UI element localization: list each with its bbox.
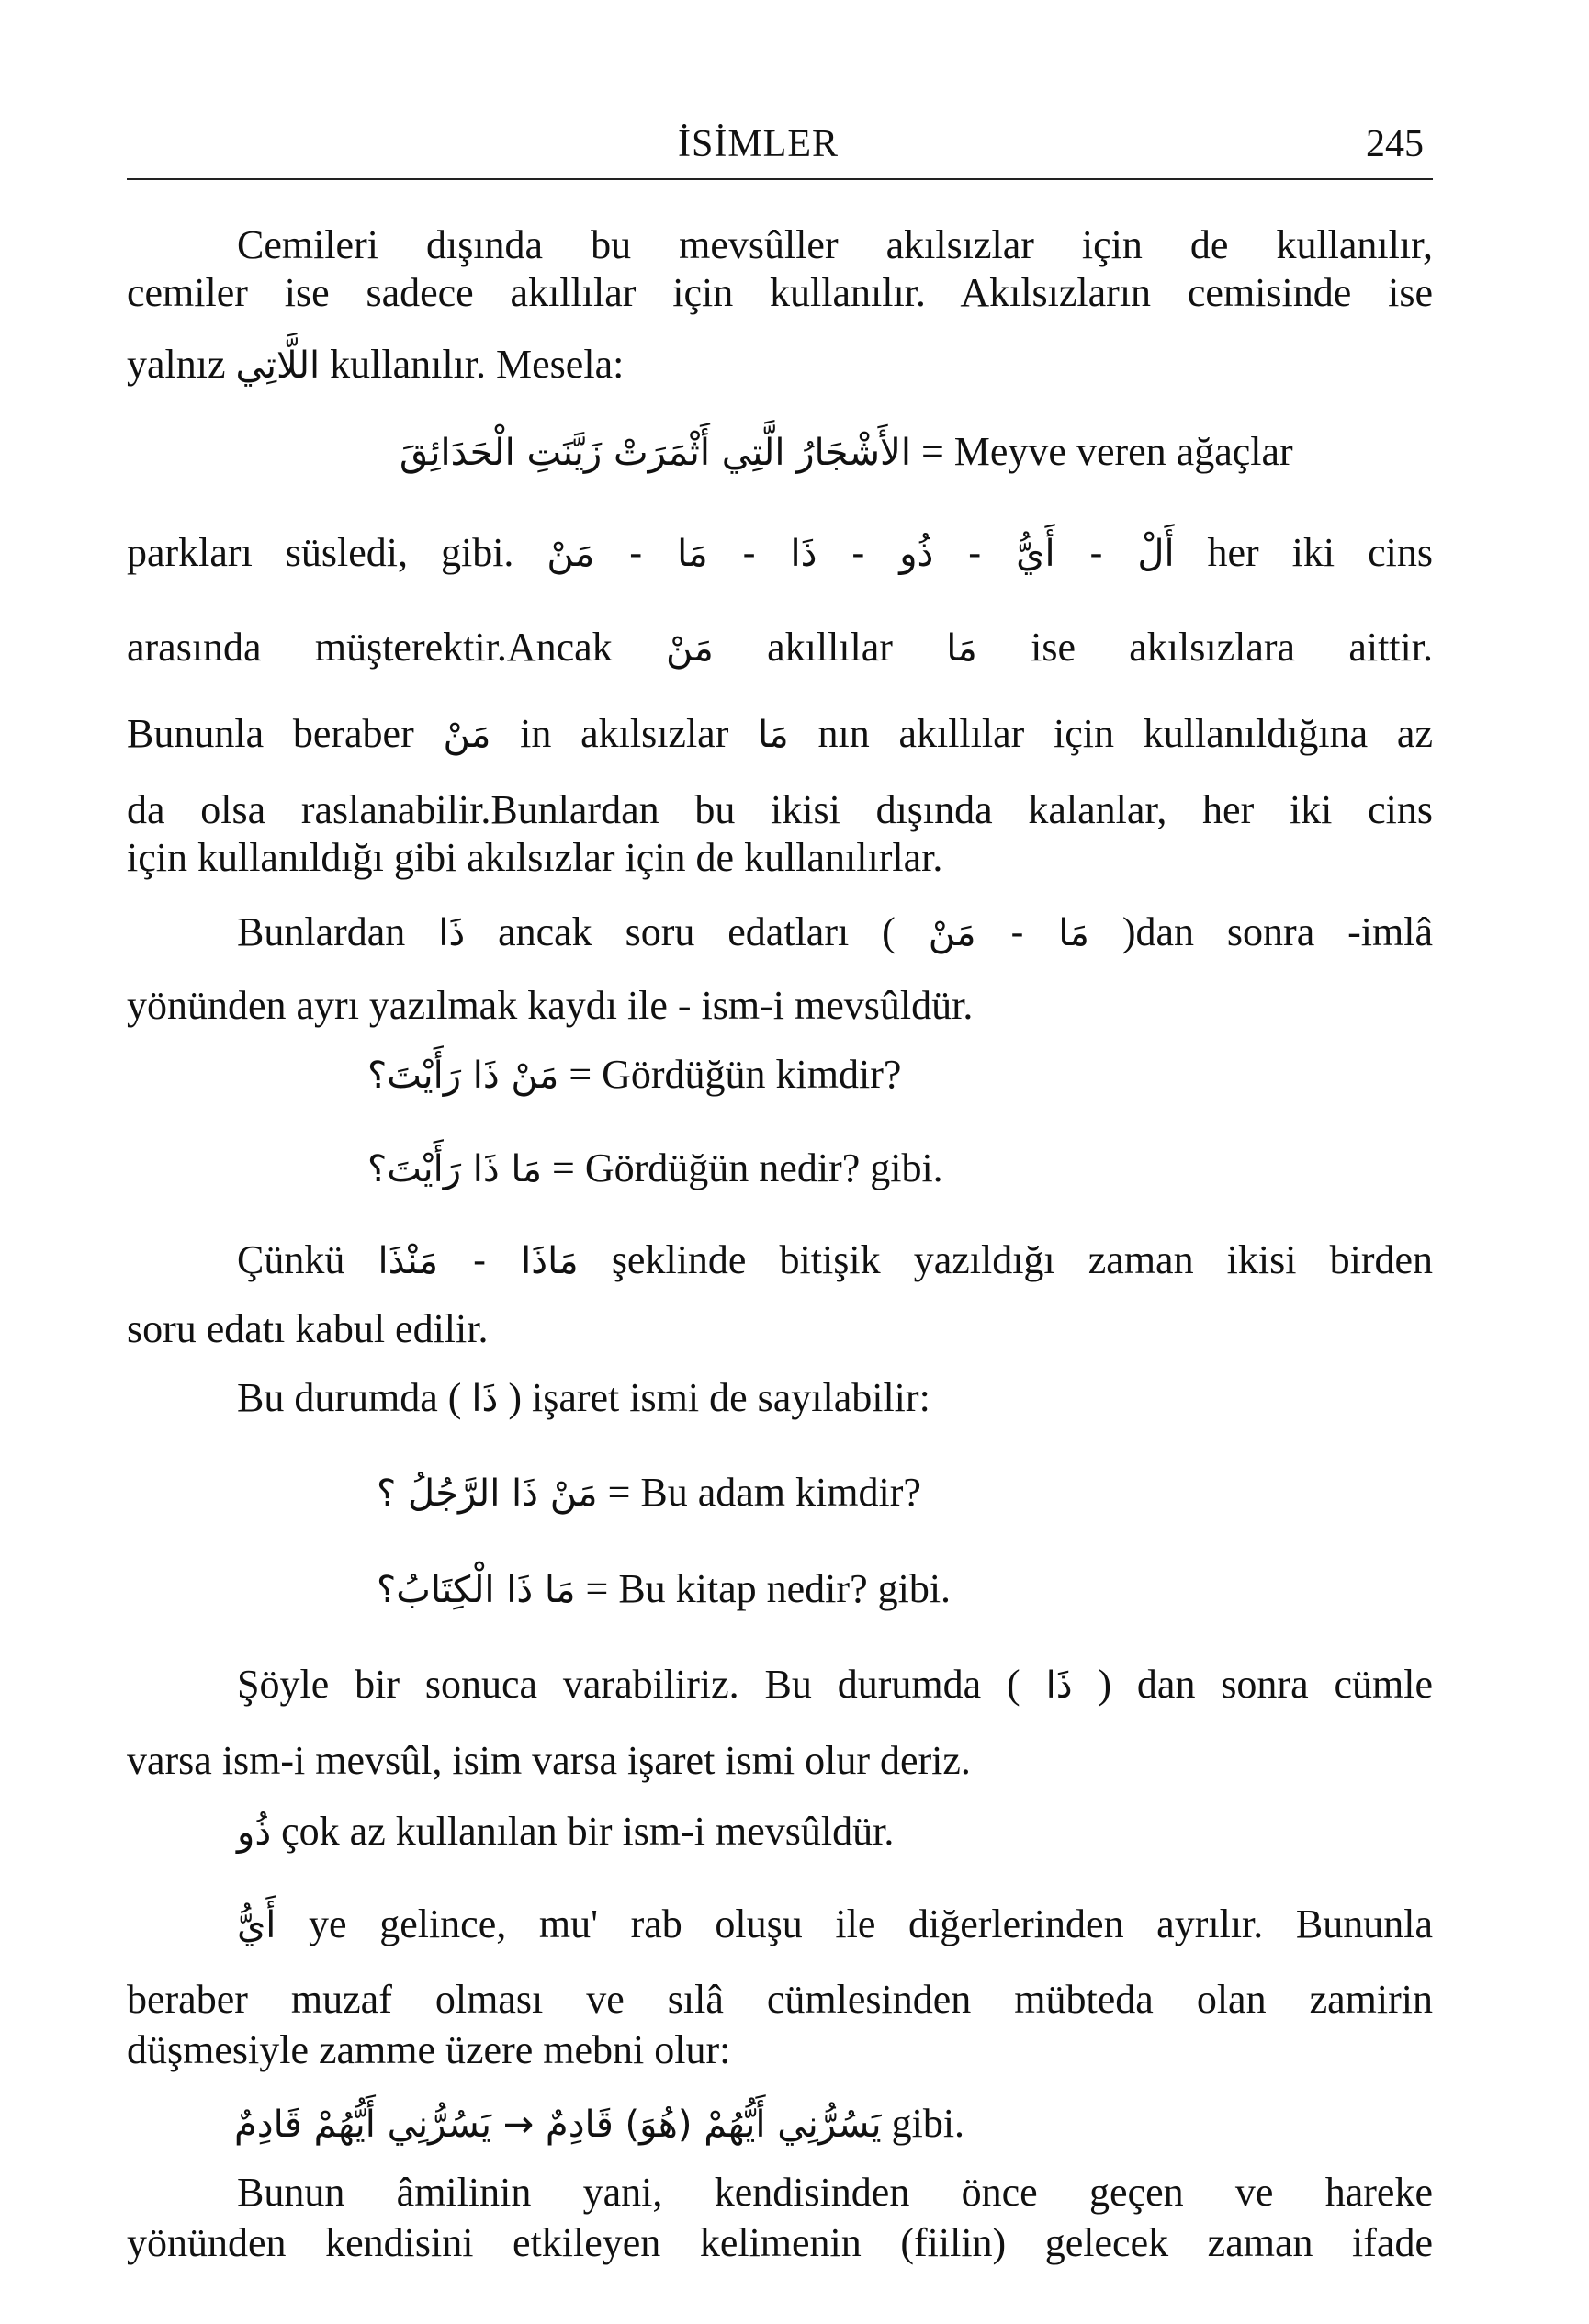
arabic-word: ذَا: [438, 912, 466, 954]
text-segment: cemiler ise sadece akıllılar için kullanılır. Akılsızların cemisinde ise: [127, 270, 1433, 315]
arabic-word: مَا: [758, 714, 789, 756]
arabic-word: مَنْ: [665, 627, 714, 670]
text-segment: düşmesiyle zamme üzere mebni olur:: [127, 2027, 731, 2072]
text-segment: Cemileri dışında bu mevsûller akılsızlar için de kullanılır,: [237, 222, 1433, 267]
arabic-example: مَا ذَا رَأَيْتَ؟: [367, 1148, 543, 1190]
text-segment: )dan sonra -imlâ: [1088, 909, 1434, 954]
arabic-list: مَاذَا - مَنْذَا: [378, 1240, 579, 1282]
text-segment: arasında müşterektir.Ancak: [127, 625, 666, 670]
text-segment: her iki cins: [1174, 530, 1433, 575]
text-segment: Çünkü: [237, 1237, 378, 1282]
text-line: [127, 2027, 731, 2072]
text-segment: için kullanıldığı gibi akılsızlar için de kullanılırlar.: [127, 835, 943, 880]
text-segment: çok az kullanılan bir ism-i mevsûldür.: [271, 1809, 895, 1854]
text-line: [127, 835, 943, 880]
text-line: [237, 1664, 1433, 1705]
text-line: [127, 270, 1433, 315]
text-segment: nın akıllılar için kullanıldığına az: [788, 711, 1433, 756]
text-segment: yönünden ayrı yazılmak kaydı ile - ism-i mevsûldür.: [127, 983, 974, 1028]
text-line: [237, 2172, 1433, 2213]
text-segment: Bunun âmilinin yani, kendisinden önce geçen ve hareke: [237, 2170, 1433, 2215]
arabic-list: مَا - مَنْ: [928, 912, 1089, 954]
text-segment: Bu durumda (: [237, 1375, 472, 1420]
arabic-word: ذَا: [1045, 1664, 1073, 1707]
arabic-word: مَا: [946, 627, 977, 670]
arabic-list: أَلْ - أَيُّ - ذُو - ذَا - مَا - مَنْ: [547, 533, 1175, 575]
arabic-sentence: الأَشْجَارُ الَّتِي أَثْمَرَتْ زَيَّنَتِ الْحَدَائِقَ: [400, 432, 911, 474]
text-line: [400, 429, 1293, 474]
text-segment: = Bu kitap nedir? gibi.: [575, 1566, 952, 1611]
example-line: [367, 1052, 902, 1097]
example-line: [234, 2101, 965, 2146]
text-line: [127, 2220, 1433, 2265]
running-title: İSİMLER: [678, 123, 839, 165]
text-line: [127, 983, 974, 1028]
text-segment: beraber muzaf olması ve sılâ cümlesinden mübteda olan zamirin: [127, 1977, 1433, 2022]
example-line: [377, 1472, 921, 1513]
text-segment: = Gördüğün kimdir?: [558, 1052, 902, 1097]
text-segment: = Gördüğün nedir? gibi.: [542, 1145, 943, 1190]
text-segment: in akılsızlar: [490, 711, 759, 756]
arabic-word: مَنْ: [443, 714, 491, 756]
text-line: [127, 1738, 971, 1783]
text-line: [237, 1811, 894, 1852]
text-segment: = Meyve veren ağaçlar: [910, 429, 1293, 474]
text-line: [127, 1306, 489, 1351]
text-segment: gibi.: [881, 2101, 965, 2146]
page-number: 245: [1366, 123, 1424, 165]
example-line: [367, 1145, 943, 1190]
text-line: [237, 1901, 1433, 1946]
text-segment: kullanılır. Mesela:: [320, 342, 625, 387]
text-segment: parkları süsledi, gibi.: [127, 530, 547, 575]
arabic-example: يَسُرُّنِي أَيُّهُمْ (هُوَ) قَادِمٌ → يَسُرُّنِي أَيُّهُمْ قَادِمٌ: [234, 2104, 882, 2146]
text-line: [127, 711, 1433, 756]
text-segment: varsa ism-i mevsûl, isim varsa işaret ismi olur deriz.: [127, 1738, 971, 1783]
text-line: [237, 1375, 930, 1420]
arabic-example: مَنْ ذَا الرَّجُلُ ؟: [377, 1472, 598, 1515]
text-segment: ) dan sonra cümle: [1072, 1662, 1433, 1707]
text-segment: da olsa raslanabilir.Bunlardan bu ikisi dışında kalanlar, her iki cins: [127, 787, 1433, 832]
text-segment: ) işaret ismi de sayılabilir:: [498, 1375, 930, 1420]
text-segment: akıllılar: [713, 625, 947, 670]
text-segment: yönünden kendisini etkileyen kelimenin (fiilin) gelecek zaman ifade: [127, 2220, 1433, 2265]
arabic-word: ذُو: [237, 1811, 272, 1854]
text-line: [237, 1237, 1433, 1282]
text-segment: ancak soru edatları (: [465, 909, 929, 954]
arabic-word: ذَا: [471, 1378, 499, 1420]
text-line: [127, 787, 1433, 832]
text-line: [127, 530, 1433, 575]
text-segment: ye gelince, mu' rab oluşu ile diğerlerinden ayrılır. Bununla: [276, 1901, 1433, 1946]
text-line: [127, 344, 624, 385]
example-line: [377, 1566, 952, 1611]
text-segment: Bununla beraber: [127, 711, 444, 756]
text-segment: Bunlardan: [237, 909, 439, 954]
arabic-example: مَا ذَا الْكِتَابُ؟: [377, 1569, 576, 1611]
text-segment: şeklinde bitişik yazıldığı zaman ikisi birden: [578, 1237, 1433, 1282]
text-line: [127, 627, 1433, 668]
arabic-word: أَيُّ: [237, 1904, 276, 1946]
text-segment: Şöyle bir sonuca varabiliriz. Bu durumda (: [237, 1662, 1046, 1707]
page-header: [127, 121, 1433, 180]
text-segment: soru edatı kabul edilir.: [127, 1306, 489, 1351]
text-segment: = Bu adam kimdir?: [597, 1470, 921, 1515]
text-line: [237, 909, 1434, 954]
text-segment: ise akılsızlara aittir.: [976, 625, 1433, 670]
arabic-word: اللَّاتِي: [235, 344, 321, 387]
text-segment: yalnız: [127, 342, 236, 387]
text-line: [127, 1977, 1433, 2022]
arabic-example: مَنْ ذَا رَأَيْتَ؟: [367, 1055, 559, 1097]
text-line: [237, 222, 1433, 267]
